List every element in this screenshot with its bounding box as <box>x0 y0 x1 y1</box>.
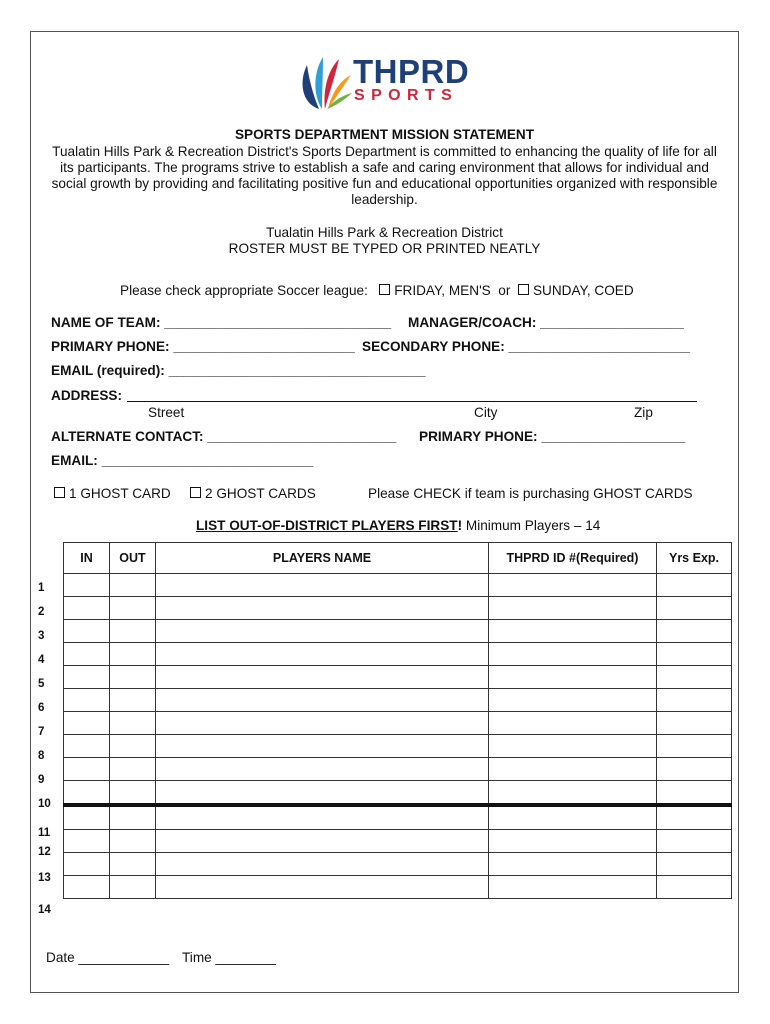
yrs-exp-cell[interactable] <box>657 643 732 666</box>
yrs-exp-cell[interactable] <box>657 781 732 806</box>
zip-label: Zip <box>634 405 653 420</box>
thprd-id-cell[interactable] <box>489 666 657 689</box>
in-cell[interactable] <box>64 758 110 781</box>
player-name-cell[interactable] <box>156 758 489 781</box>
player-name-cell[interactable] <box>156 805 489 830</box>
mission-line-1: Tualatin Hills Park & Recreation District's Sports Department is committed to enhancing the quality of life for all <box>52 144 717 159</box>
district-name: Tualatin Hills Park & Recreation District <box>266 225 503 240</box>
thprd-id-cell[interactable] <box>489 830 657 853</box>
ghost-note: Please CHECK if team is purchasing GHOST CARDS <box>368 486 693 501</box>
yrs-exp-cell[interactable] <box>657 853 732 876</box>
logo-text-thprd: THPRD <box>353 53 470 90</box>
table-row <box>64 643 732 666</box>
out-cell[interactable] <box>110 620 156 643</box>
in-cell[interactable] <box>64 620 110 643</box>
player-name-cell[interactable] <box>156 620 489 643</box>
manager-field[interactable]: MANAGER/COACH: ___________________ <box>408 315 684 330</box>
list-heading-bang: ! <box>457 518 463 533</box>
mission-line-2: its participants. The programs strive to establish a safe and caring environment that allows for individual and <box>60 160 709 175</box>
player-name-cell[interactable] <box>156 574 489 597</box>
in-cell[interactable] <box>64 712 110 735</box>
in-cell[interactable] <box>64 689 110 712</box>
yrs-exp-cell[interactable] <box>657 712 732 735</box>
address-line[interactable] <box>127 401 697 402</box>
row-number: 7 <box>38 726 45 738</box>
in-cell[interactable] <box>64 643 110 666</box>
row-number: 13 <box>38 872 51 884</box>
table-row <box>64 853 732 876</box>
yrs-exp-cell[interactable] <box>657 689 732 712</box>
out-cell[interactable] <box>110 876 156 899</box>
mission-title: SPORTS DEPARTMENT MISSION STATEMENT <box>234 127 535 142</box>
out-cell[interactable] <box>110 597 156 620</box>
sunday-coed-label: SUNDAY, COED <box>532 283 634 298</box>
street-label: Street <box>148 405 185 420</box>
row-number: 4 <box>38 654 45 666</box>
yrs-exp-cell[interactable] <box>657 574 732 597</box>
row-number: 12 <box>38 846 51 858</box>
time-field[interactable]: Time ________ <box>182 950 276 965</box>
player-name-cell[interactable] <box>156 876 489 899</box>
table-row <box>64 574 732 597</box>
player-name-cell[interactable] <box>156 689 489 712</box>
row-number: 8 <box>38 750 45 762</box>
ghost-card-1-label: 1 GHOST CARD <box>69 486 171 501</box>
team-name-field[interactable]: NAME OF TEAM: ______________________________ <box>51 315 392 330</box>
out-cell[interactable] <box>110 758 156 781</box>
alt-primary-phone-field[interactable]: PRIMARY PHONE: ___________________ <box>419 429 686 444</box>
yrs-exp-cell[interactable] <box>657 666 732 689</box>
email-field[interactable]: EMAIL (required): __________________________________ <box>51 363 426 378</box>
player-name-cell[interactable] <box>156 781 489 806</box>
thprd-id-cell[interactable] <box>489 620 657 643</box>
table-header-row <box>64 543 732 574</box>
table-row <box>64 876 732 899</box>
table-row <box>64 805 732 830</box>
address-label: ADDRESS: <box>51 388 122 403</box>
sunday-coed-checkbox[interactable] <box>518 284 529 295</box>
thprd-id-cell[interactable] <box>489 805 657 830</box>
yrs-exp-cell[interactable] <box>657 597 732 620</box>
thprd-id-cell[interactable] <box>489 876 657 899</box>
table-row <box>64 735 732 758</box>
ghost-card-1 <box>54 486 171 502</box>
city-label: City <box>474 405 498 420</box>
thprd-id-cell[interactable] <box>489 643 657 666</box>
header-thprd-id: THPRD ID #(Required) <box>489 543 657 574</box>
in-cell[interactable] <box>64 853 110 876</box>
date-field[interactable]: Date ____________ <box>46 950 170 965</box>
alt-email-field[interactable]: EMAIL: ____________________________ <box>51 453 314 468</box>
row-number: 10 <box>38 798 51 810</box>
player-name-cell[interactable] <box>156 830 489 853</box>
player-name-cell[interactable] <box>156 712 489 735</box>
roster-table <box>63 542 732 899</box>
header-players-name: PLAYERS NAME <box>156 543 489 574</box>
logo-text-sports: SPORTS <box>354 87 459 104</box>
ghost-card-2-checkbox[interactable] <box>190 487 201 498</box>
friday-mens-checkbox[interactable] <box>379 284 390 295</box>
in-cell[interactable] <box>64 876 110 899</box>
table-row <box>64 689 732 712</box>
thprd-id-cell[interactable] <box>489 712 657 735</box>
table-row <box>64 712 732 735</box>
player-name-cell[interactable] <box>156 853 489 876</box>
leaf-logo-icon <box>297 51 353 111</box>
primary-phone-field[interactable]: PRIMARY PHONE: ________________________ <box>51 339 355 354</box>
thprd-id-cell[interactable] <box>489 597 657 620</box>
in-cell[interactable] <box>64 805 110 830</box>
table-row <box>64 620 732 643</box>
ghost-card-2-label: 2 GHOST CARDS <box>205 486 316 501</box>
table-row <box>64 597 732 620</box>
out-cell[interactable] <box>110 643 156 666</box>
list-heading-rest: Minimum Players – 14 <box>462 518 601 533</box>
mission-line-3: social growth by providing and facilitating positive fun and educational opportunities organized with responsible <box>51 176 718 191</box>
in-cell[interactable] <box>64 735 110 758</box>
list-heading <box>196 518 600 534</box>
thprd-id-cell[interactable] <box>489 574 657 597</box>
yrs-exp-cell[interactable] <box>657 758 732 781</box>
player-name-cell[interactable] <box>156 597 489 620</box>
thprd-id-cell[interactable] <box>489 689 657 712</box>
thprd-id-cell[interactable] <box>489 853 657 876</box>
thprd-logo <box>297 51 477 111</box>
yrs-exp-cell[interactable] <box>657 876 732 899</box>
table-row <box>64 781 732 806</box>
table-row <box>64 830 732 853</box>
ghost-card-1-checkbox[interactable] <box>54 487 65 498</box>
secondary-phone-field[interactable]: SECONDARY PHONE: ________________________ <box>362 339 690 354</box>
in-cell[interactable] <box>64 830 110 853</box>
league-row <box>120 283 634 299</box>
out-cell[interactable] <box>110 781 156 806</box>
row-number: 5 <box>38 678 45 690</box>
yrs-exp-cell[interactable] <box>657 620 732 643</box>
row-number: 9 <box>38 774 45 786</box>
header-yrs-exp: Yrs Exp. <box>657 543 732 574</box>
ghost-card-2 <box>190 486 316 502</box>
table-row <box>64 758 732 781</box>
mission-line-4: leadership. <box>351 192 418 207</box>
out-cell[interactable] <box>110 574 156 597</box>
out-cell[interactable] <box>110 830 156 853</box>
row-number: 6 <box>38 702 45 714</box>
header-in: IN <box>64 543 110 574</box>
or-label: or <box>498 283 511 298</box>
yrs-exp-cell[interactable] <box>657 735 732 758</box>
row-number: 11 <box>38 827 51 839</box>
out-cell[interactable] <box>110 689 156 712</box>
in-cell[interactable] <box>64 597 110 620</box>
out-cell[interactable] <box>110 853 156 876</box>
in-cell[interactable] <box>64 781 110 806</box>
alternate-contact-field[interactable]: ALTERNATE CONTACT: _________________________ <box>51 429 397 444</box>
thprd-id-cell[interactable] <box>489 781 657 806</box>
thprd-id-cell[interactable] <box>489 735 657 758</box>
out-cell[interactable] <box>110 666 156 689</box>
in-cell[interactable] <box>64 666 110 689</box>
roster-note: ROSTER MUST BE TYPED OR PRINTED NEATLY <box>228 241 541 256</box>
row-number: 14 <box>38 904 51 916</box>
out-cell[interactable] <box>110 712 156 735</box>
yrs-exp-cell[interactable] <box>657 830 732 853</box>
player-name-cell[interactable] <box>156 666 489 689</box>
row-number: 1 <box>38 582 45 594</box>
player-name-cell[interactable] <box>156 735 489 758</box>
league-prompt: Please check appropriate Soccer league: <box>120 283 368 298</box>
table-row <box>64 666 732 689</box>
list-heading-emphasis: LIST OUT-OF-DISTRICT PLAYERS FIRST <box>196 518 458 533</box>
player-name-cell[interactable] <box>156 643 489 666</box>
yrs-exp-cell[interactable] <box>657 805 732 830</box>
friday-mens-label: FRIDAY, MEN'S <box>394 283 491 298</box>
out-cell[interactable] <box>110 805 156 830</box>
row-number: 2 <box>38 606 45 618</box>
row-number: 3 <box>38 630 45 642</box>
header-out: OUT <box>110 543 156 574</box>
in-cell[interactable] <box>64 574 110 597</box>
out-cell[interactable] <box>110 735 156 758</box>
thprd-id-cell[interactable] <box>489 758 657 781</box>
